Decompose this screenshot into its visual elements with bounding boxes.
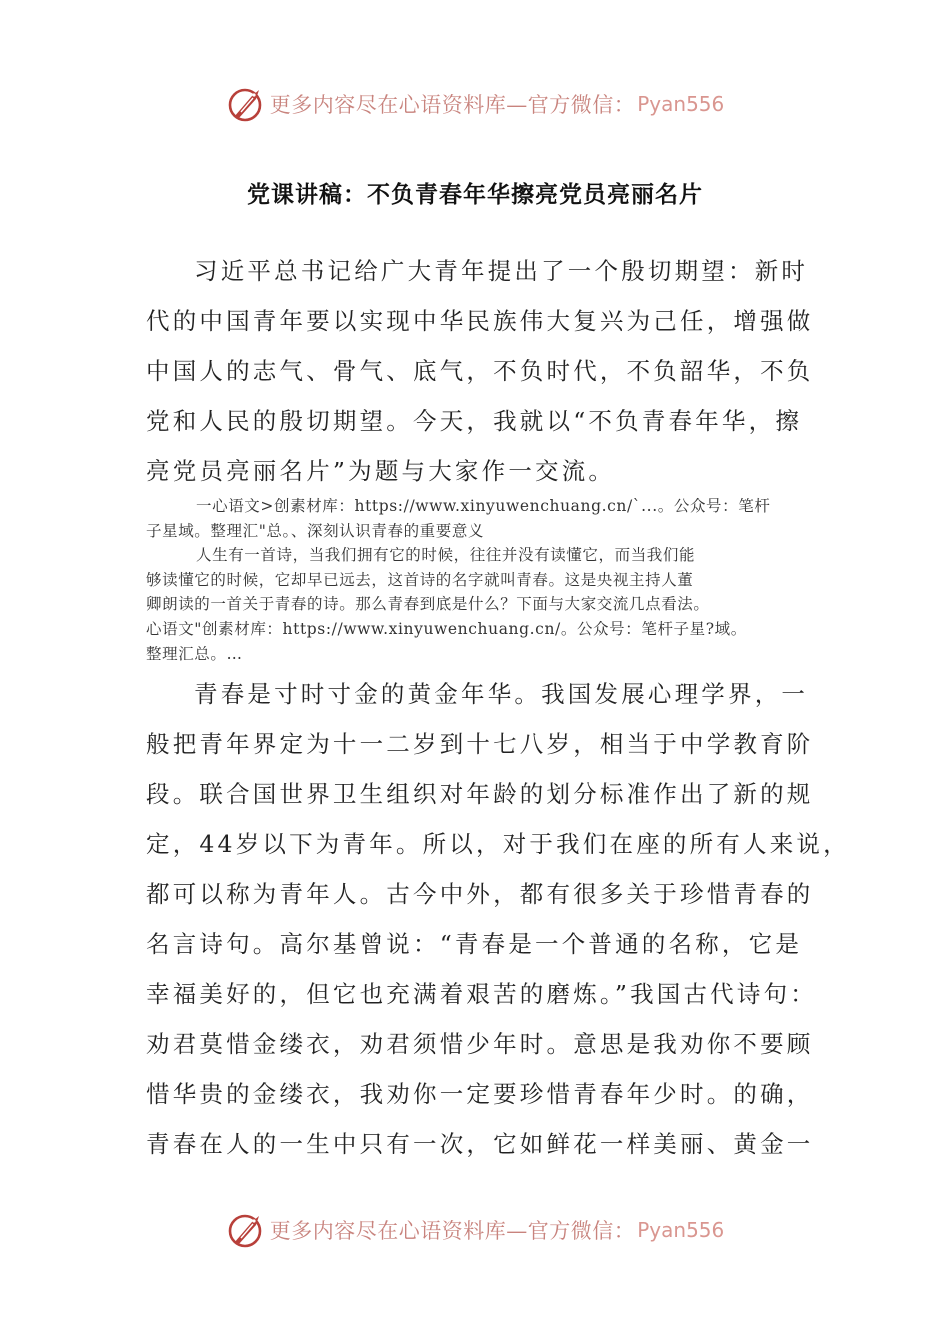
paragraph-youth [146, 669, 850, 1169]
small-text-line: 整理汇总。… [146, 644, 243, 663]
paragraph-intro [146, 246, 816, 496]
text-line: 般把青年界定为十一二岁到十七八岁，相当于中学教育阶 [146, 730, 814, 758]
small-text-line: 卿朗读的一首关于青春的诗。那么青春到底是什么？下面与大家交流几点看法。 [146, 595, 710, 614]
pen-nib-logo-icon [226, 1210, 266, 1250]
text-line: 党和人民的殷切期望。今天，我就以“不负青春年华，擦 [146, 407, 803, 435]
text-line: 名言诗句。高尔基曾说：“青春是一个普通的名称，它是 [146, 930, 803, 958]
text-line: 定，44岁以下为青年。所以，对于我们在座的所有人来说， [146, 830, 850, 858]
text-line: 惜华贵的金缕衣，我劝你一定要珍惜青春年少时。的确， [146, 1080, 814, 1108]
small-text-line: 子星域。整理汇"总。、深刻认识青春的重要意义 [146, 521, 485, 540]
small-text-line: 心语文"创素材库：https://www.xinyuwenchuang.cn/。公众号：笔杆子星?域。 [146, 619, 747, 638]
pen-nib-logo-icon [226, 84, 266, 124]
header-banner [0, 82, 950, 126]
text-line: 幸福美好的，但它也充满着艰苦的磨炼。”我国古代诗句： [146, 980, 817, 1008]
text-line: 都可以称为青年人。古今中外，都有很多关于珍惜青春的 [146, 880, 814, 908]
text-line: 代的中国青年要以实现中华民族伟大复兴为己任，增强做 [146, 307, 814, 335]
small-print-block [146, 494, 816, 666]
text-line: 段。联合国世界卫生组织对年龄的划分标准作出了新的规 [146, 780, 814, 808]
banner-text: 更多内容尽在心语资料库—官方微信： [269, 1219, 636, 1243]
text-line: 亮党员亮丽名片”为题与大家作一交流。 [146, 457, 616, 485]
text-line: 中国人的志气、骨气、底气，不负时代，不负韶华，不负 [146, 357, 814, 385]
small-text-line: 人生有一首诗，当我们拥有它的时候，往往并没有读懂它，而当我们能 [196, 546, 696, 565]
small-text-line: 够读懂它的时候，它却早已远去，这首诗的名字就叫青春。这是央视主持人董 [146, 570, 694, 589]
small-text-line: 一心语文>创素材库：https://www.xinyuwenchuang.cn/`...。公众号：笔杆 [196, 497, 771, 515]
text-line: 习近平总书记给广大青年提出了一个殷切期望：新时 [194, 257, 809, 285]
text-line: 劝君莫惜金缕衣，劝君须惜少年时。意思是我劝你不要顾 [146, 1030, 814, 1058]
footer-banner [0, 1208, 950, 1252]
banner-wechat-id: Pyan556 [637, 92, 725, 116]
text-line: 青春是寸时寸金的黄金年华。我国发展心理学界，一 [194, 680, 809, 708]
banner-text: 更多内容尽在心语资料库—官方微信： [269, 93, 636, 117]
text-line: 青春在人的一生中只有一次，它如鲜花一样美丽、黄金一 [146, 1130, 814, 1158]
document-title: 党课讲稿：不负青春年华擦亮党员亮丽名片 [247, 182, 703, 208]
banner-wechat-id: Pyan556 [637, 1218, 725, 1242]
